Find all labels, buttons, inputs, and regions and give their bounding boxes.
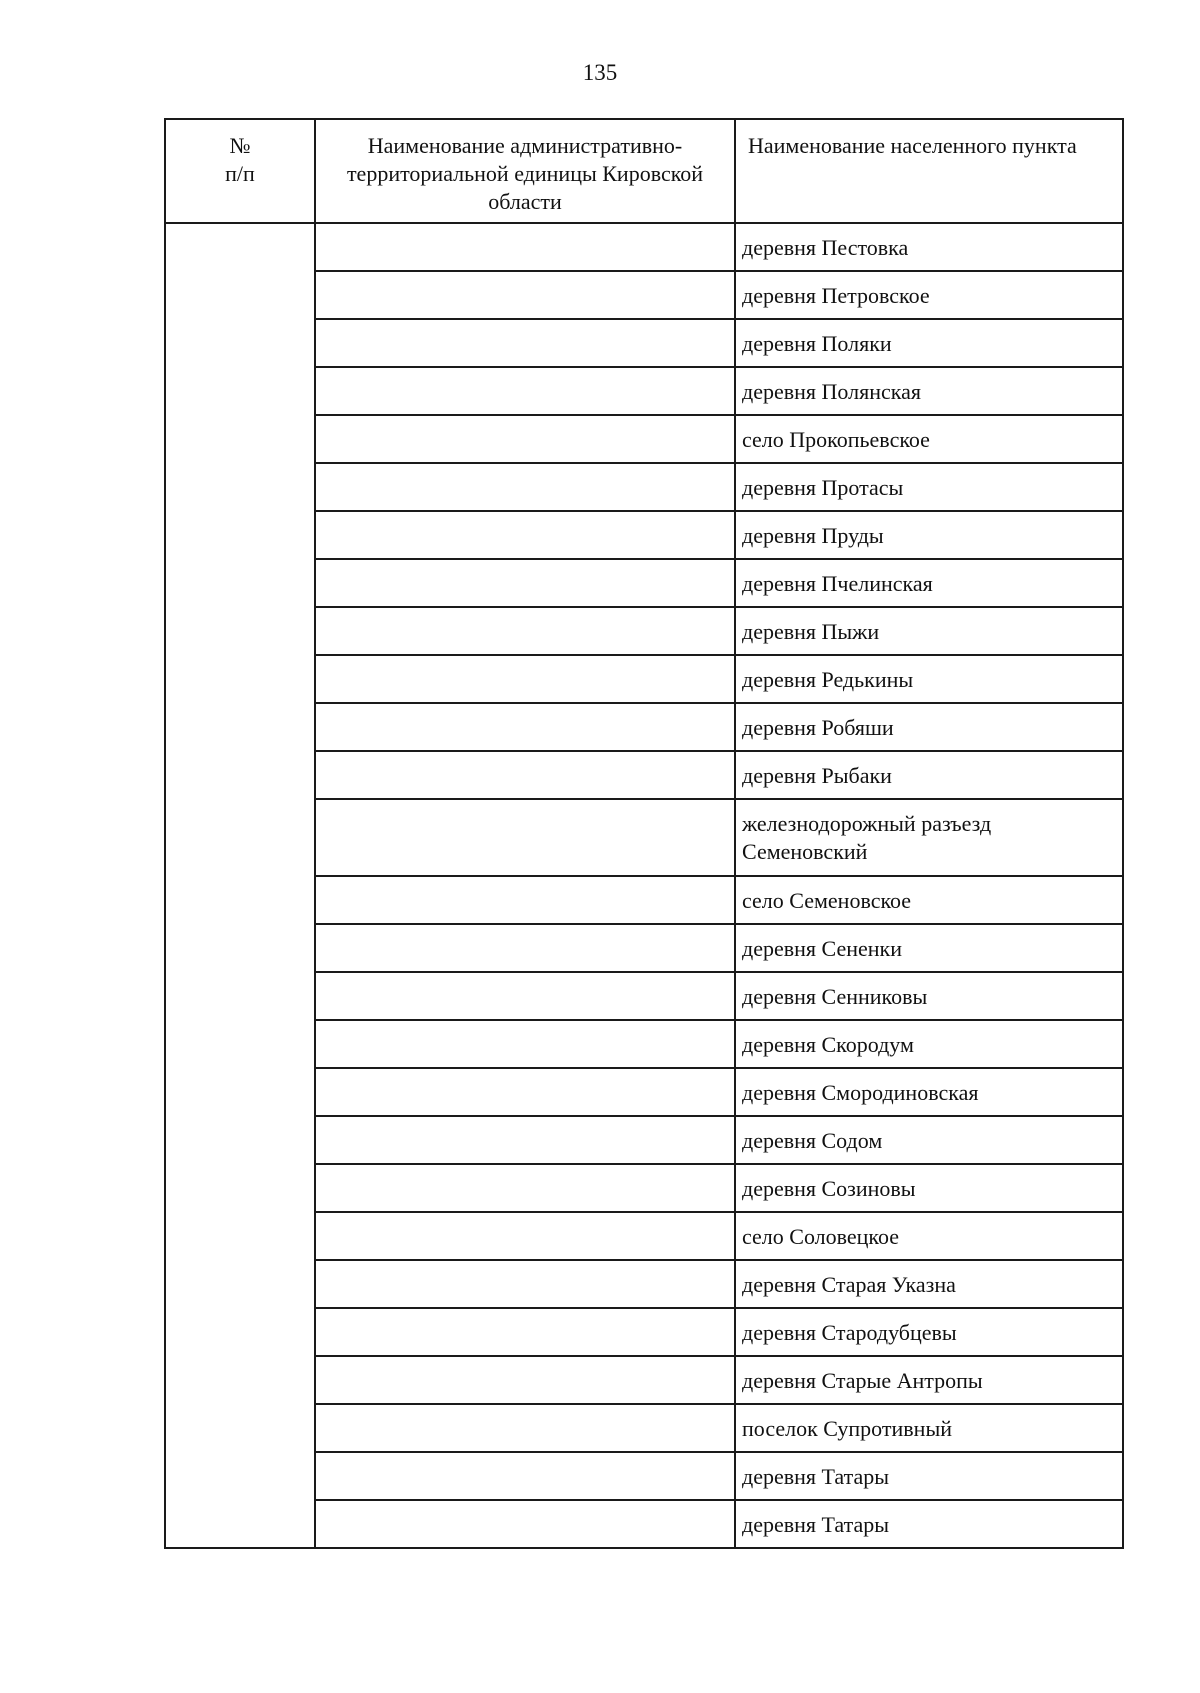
settlement-cell: село Прокопьевское (735, 415, 1123, 463)
admin-unit-cell (315, 1116, 735, 1164)
header-settlement (735, 119, 1123, 223)
table-header-row (165, 119, 1123, 223)
admin-unit-cell (315, 1260, 735, 1308)
table-row (165, 223, 1123, 271)
settlement-cell: деревня Старая Указна (735, 1260, 1123, 1308)
settlement-cell: деревня Сенниковы (735, 972, 1123, 1020)
header-admin-unit-label: Наименование административно-территориальной единицы Кировской области (346, 133, 704, 214)
settlement-cell: деревня Пруды (735, 511, 1123, 559)
admin-unit-cell (315, 559, 735, 607)
admin-unit-cell (315, 511, 735, 559)
settlement-cell: поселок Супротивный (735, 1404, 1123, 1452)
admin-unit-cell (315, 415, 735, 463)
settlement-cell: деревня Рыбаки (735, 751, 1123, 799)
settlement-cell: деревня Протасы (735, 463, 1123, 511)
admin-unit-cell (315, 703, 735, 751)
admin-unit-cell (315, 924, 735, 972)
admin-unit-cell (315, 367, 735, 415)
settlement-cell: село Соловецкое (735, 1212, 1123, 1260)
admin-unit-cell (315, 607, 735, 655)
settlement-cell: деревня Пестовка (735, 223, 1123, 271)
admin-unit-cell (315, 1452, 735, 1500)
settlement-cell: деревня Смородиновская (735, 1068, 1123, 1116)
settlement-cell: деревня Содом (735, 1116, 1123, 1164)
table-body (165, 223, 1123, 1548)
admin-unit-cell (315, 223, 735, 271)
settlement-cell: деревня Старые Антропы (735, 1356, 1123, 1404)
settlement-cell: село Семеновское (735, 876, 1123, 924)
admin-unit-cell (315, 876, 735, 924)
admin-unit-cell (315, 751, 735, 799)
settlement-cell: деревня Робяши (735, 703, 1123, 751)
admin-unit-cell (315, 799, 735, 876)
settlement-cell: деревня Пыжи (735, 607, 1123, 655)
header-number-label: № п/п (225, 133, 255, 186)
admin-unit-cell (315, 1020, 735, 1068)
settlement-cell: деревня Пчелинская (735, 559, 1123, 607)
admin-unit-cell (315, 1212, 735, 1260)
settlement-cell: железнодорожный разъезд Семеновский (735, 799, 1123, 876)
header-settlement-label: Наименование населенного пункта (748, 133, 1077, 158)
page-number: 135 (582, 60, 618, 85)
admin-unit-cell (315, 463, 735, 511)
settlement-cell: деревня Петровское (735, 271, 1123, 319)
settlement-cell: деревня Сененки (735, 924, 1123, 972)
admin-unit-cell (315, 1356, 735, 1404)
settlement-cell: деревня Редькины (735, 655, 1123, 703)
admin-unit-cell (315, 1308, 735, 1356)
settlements-table (164, 118, 1124, 1549)
settlement-cell: деревня Татары (735, 1452, 1123, 1500)
settlement-cell: деревня Скородум (735, 1020, 1123, 1068)
header-number (165, 119, 315, 223)
settlement-cell: деревня Полянская (735, 367, 1123, 415)
row-number-cell (165, 223, 315, 1548)
admin-unit-cell (315, 1164, 735, 1212)
admin-unit-cell (315, 1500, 735, 1548)
admin-unit-cell (315, 972, 735, 1020)
admin-unit-cell (315, 655, 735, 703)
settlement-cell: деревня Поляки (735, 319, 1123, 367)
admin-unit-cell (315, 271, 735, 319)
admin-unit-cell (315, 319, 735, 367)
admin-unit-cell (315, 1404, 735, 1452)
settlement-cell: деревня Созиновы (735, 1164, 1123, 1212)
header-admin-unit (315, 119, 735, 223)
admin-unit-cell (315, 1068, 735, 1116)
settlement-cell: деревня Стародубцевы (735, 1308, 1123, 1356)
settlement-cell: деревня Татары (735, 1500, 1123, 1548)
